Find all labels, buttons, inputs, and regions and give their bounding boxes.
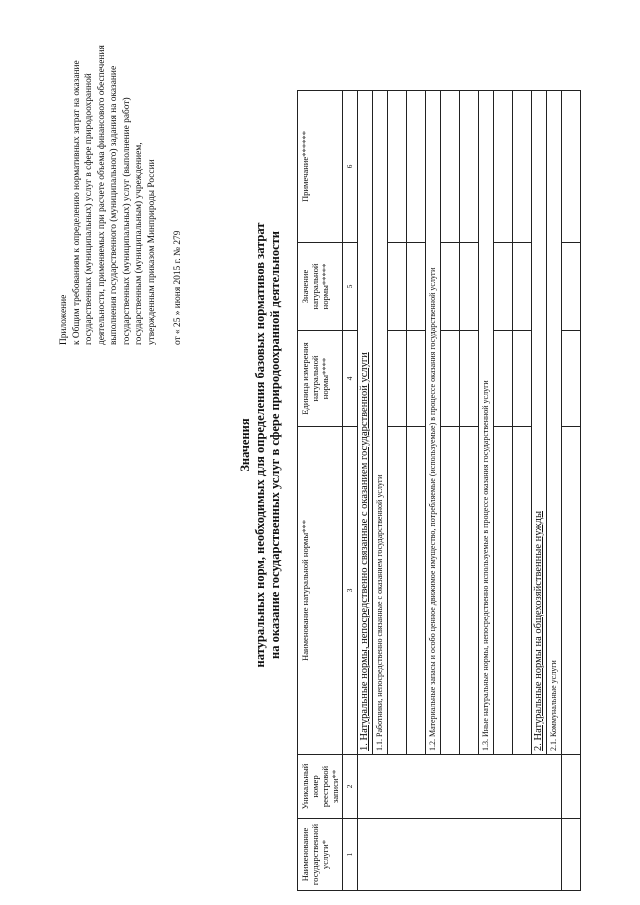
column-number: 6 [343, 91, 358, 243]
table-cell [407, 427, 426, 755]
table-cell [562, 331, 581, 427]
table-cell [513, 243, 532, 331]
table-cell [513, 91, 532, 243]
table-cell [513, 331, 532, 427]
item-2-1: 2.1. Коммунальные услуги [547, 91, 562, 755]
table-cell [513, 427, 532, 755]
title-line-3: на оказание государственных услуг в сфере природоохранной деятельности [268, 231, 282, 659]
table-cell [562, 819, 581, 891]
appendix-line: деятельности, применяемых при расчете объема финансового обеспечения [96, 45, 107, 345]
table-cell [441, 331, 460, 427]
table-row [562, 91, 581, 891]
table-cell [562, 243, 581, 331]
table-cell [388, 331, 407, 427]
table-cell [388, 243, 407, 331]
column-number: 5 [343, 243, 358, 331]
appendix-note [58, 15, 185, 345]
table-cell [494, 91, 513, 243]
appendix-line: выполнения государственного (муниципального) задания на оказание [109, 65, 119, 345]
appendix-date: от « 25 » июня 2015 г. № 279 [173, 230, 183, 345]
section-2-text: 2. Натуральные нормы на общехозяйственные нужды [533, 510, 544, 751]
column-number-row [343, 91, 358, 891]
document-title [238, 65, 283, 825]
table-cell [388, 91, 407, 243]
appendix-line: утвержденным приказом Минприроды России [146, 159, 157, 345]
table-cell [494, 243, 513, 331]
section-1-heading [358, 91, 373, 755]
table-cell [441, 427, 460, 755]
table-cell [562, 427, 581, 755]
table-header-row [298, 91, 343, 891]
column-number: 2 [343, 755, 358, 819]
column-number: 4 [343, 331, 358, 427]
header-registry-number: Уникальный номер реестровой записи** [298, 755, 343, 819]
table-cell [407, 331, 426, 427]
title-line-2: натуральных норм, необходимых для определения базовых нормативов затрат [253, 222, 267, 668]
section-2-heading [532, 91, 547, 755]
header-note: Примечание****** [298, 91, 343, 243]
table-cell [460, 331, 479, 427]
table-cell [562, 91, 581, 243]
table-row [358, 91, 373, 891]
service-name-cell [358, 819, 562, 891]
table-cell [460, 91, 479, 243]
section-1-text: 1. Натуральные нормы, непосредственно связанные с оказанием государственной услуги [359, 352, 370, 751]
table-cell [494, 331, 513, 427]
column-number: 1 [343, 819, 358, 891]
item-1-3: 1.3. Иные натуральные нормы, непосредственно используемые в процессе оказания государственной услуги [479, 91, 494, 755]
table-cell [441, 91, 460, 243]
table-cell [460, 243, 479, 331]
header-value: Значение натуральной нормы***** [298, 243, 343, 331]
column-number: 3 [343, 427, 358, 755]
appendix-line: государственных (муниципальных) услуг (выполнение работ) [121, 97, 132, 345]
appendix-line: государственных (муниципальных) услуг в сфере природоохранной [84, 73, 94, 345]
header-unit: Единица измерения натуральной нормы**** [298, 331, 343, 427]
header-norm-name: Наименование натуральной нормы*** [298, 427, 343, 755]
title-line-1: Значения [238, 418, 252, 472]
table-cell [494, 427, 513, 755]
appendix-line: к Общим требованиям к определению нормативных затрат на оказание [71, 60, 82, 345]
item-1-1: 1.1. Работники, непосредственно связанные с оказанием государственной услуги [373, 91, 388, 755]
header-service-name: Наименование государственной услуги* [298, 819, 343, 891]
table-cell [407, 91, 426, 243]
item-1-2: 1.2. Материальные запасы и особо ценное движимое имущество, потребляемые (используемые) в процессе оказания государственной услуги [426, 91, 441, 755]
table-cell [407, 243, 426, 331]
table-cell [388, 427, 407, 755]
registry-number-cell [358, 755, 562, 819]
table-cell [460, 427, 479, 755]
table-cell [562, 755, 581, 819]
norms-table [297, 90, 581, 891]
appendix-line: государственным (муниципальным) учреждением, [134, 142, 144, 345]
table-cell [441, 243, 460, 331]
appendix-line: Приложение [59, 294, 69, 345]
